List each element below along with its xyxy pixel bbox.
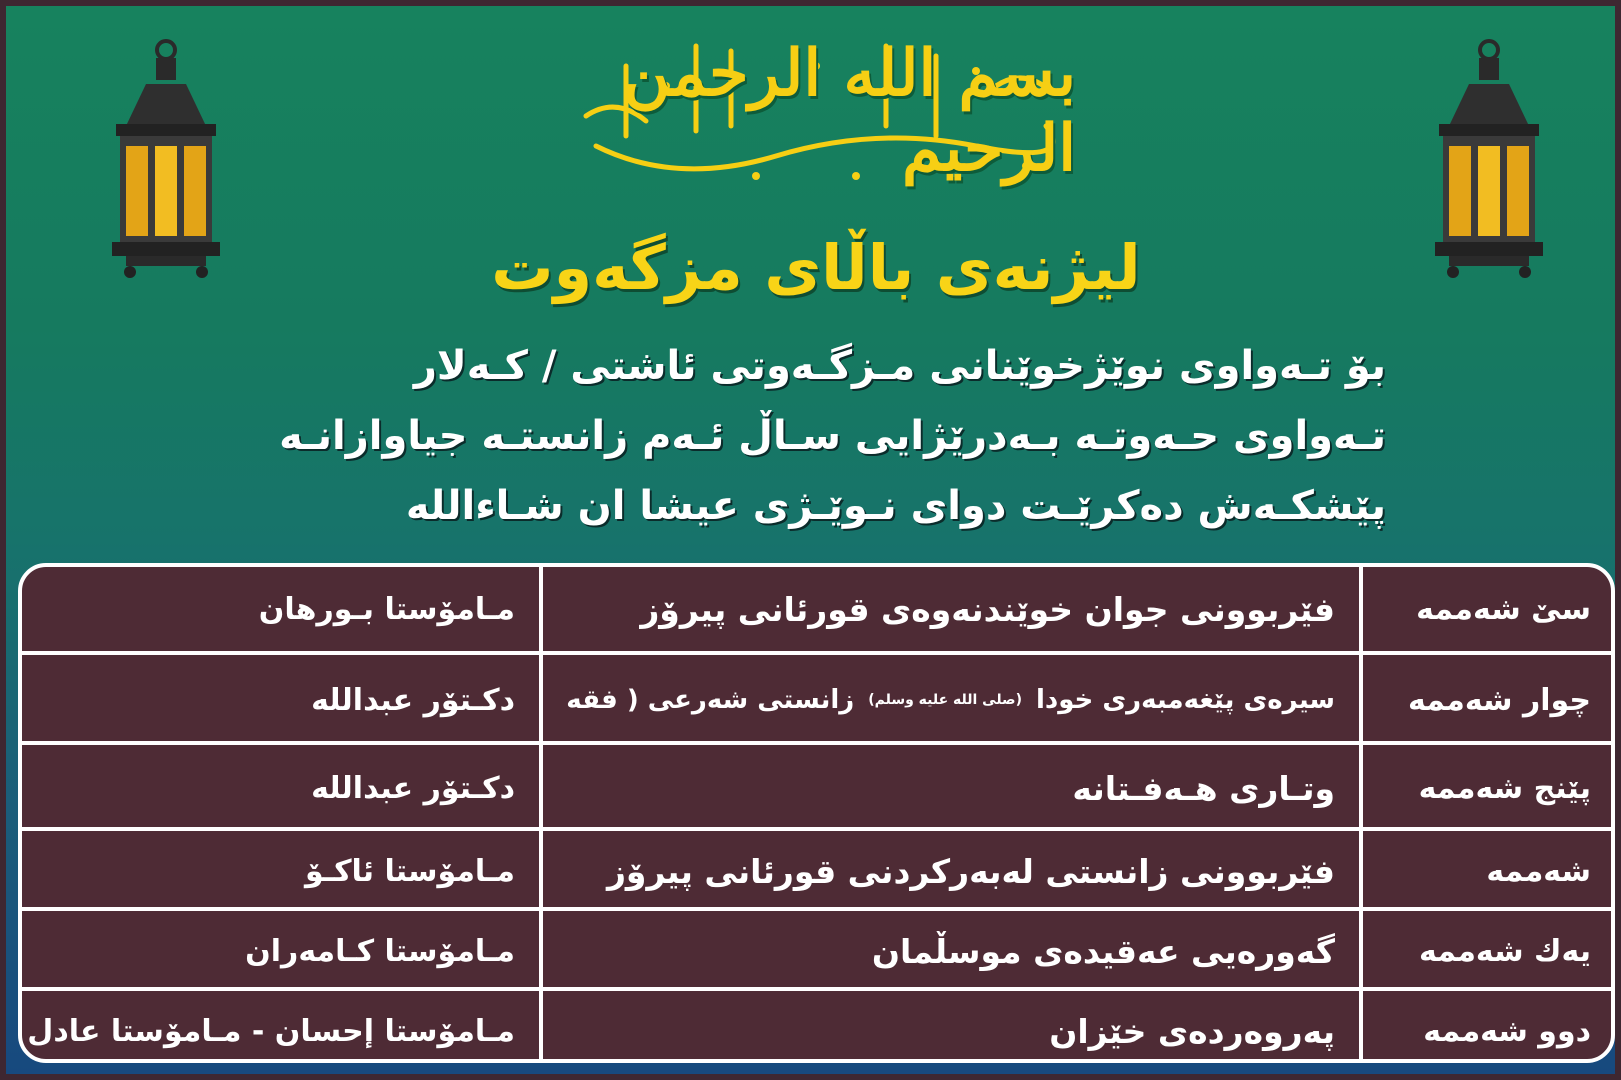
table-row	[22, 741, 1611, 831]
teacher-cell: دکـتۆر عبداللە	[311, 770, 515, 806]
subject-cell: فێربوونی جوان خوێندنەوەی قورئانی پیرۆز	[539, 567, 1359, 651]
basmala-text: بسم الله الرحمن الرحيم	[623, 36, 1076, 186]
subject-text: سیرەی پێغەمبەری خودا	[1035, 685, 1335, 715]
table-row	[22, 987, 1611, 1063]
subject-cell: گەورەیی عەقیدەی موسڵمان	[539, 911, 1359, 991]
schedule-table	[18, 563, 1615, 1063]
teacher-cell: مـامۆستا ئاکـۆ	[305, 853, 515, 889]
lantern-icon	[96, 36, 236, 286]
lantern-icon	[1419, 36, 1559, 286]
day-cell: یەك شەممە	[1359, 911, 1611, 991]
table-row	[22, 567, 1611, 651]
intro-line-2: تـەواوی حـەوتـە بـەدرێژایی سـاڵ ئـەم زانستـە جیاوازانـە	[279, 413, 1386, 459]
subject-cell: فێربوونی زانستی لەبەرکردنی قورئانی پیرۆز	[539, 831, 1359, 911]
teacher-cell: دکـتۆر عبداللە	[311, 682, 515, 718]
basmala-calligraphy	[556, 26, 1076, 196]
day-cell: چوار شەممە	[1359, 655, 1611, 745]
subject-cell	[539, 655, 1359, 745]
teacher-cell: مـامۆستا بـورهان	[258, 591, 515, 627]
intro-line-1: بۆ تـەواوی نوێژخوێنانی مـزگـەوتی ئاشتی / کـەلار	[413, 343, 1386, 389]
day-cell: شەممە	[1359, 831, 1611, 911]
intro-line-3: پێشکـەش دەکرێـت دوای نـوێـژی عیشا ان شـاءاللە	[405, 483, 1386, 529]
table-row	[22, 651, 1611, 745]
teacher-cell: مـامۆستا إحسان - مـامۆستا عادل	[27, 1013, 515, 1049]
subject-note: (صلی الله علیه وسلم)	[868, 692, 1022, 708]
table-row	[22, 827, 1611, 911]
teacher-cell: مـامۆستا کـامەران	[245, 933, 515, 969]
subject-extra: زانستی شەرعی ( فقه	[566, 685, 855, 715]
poster-title: لیژنەی باڵای مزگەوت	[491, 231, 1141, 304]
subject-cell: وتـاری هـەفـتانە	[539, 745, 1359, 831]
day-cell: سێ شەممە	[1359, 567, 1611, 651]
day-cell: دوو شەممە	[1359, 991, 1611, 1063]
table-row	[22, 907, 1611, 991]
subject-cell: پەروەردەی خێزان	[539, 991, 1359, 1063]
day-cell: پێنج شەممە	[1359, 745, 1611, 831]
